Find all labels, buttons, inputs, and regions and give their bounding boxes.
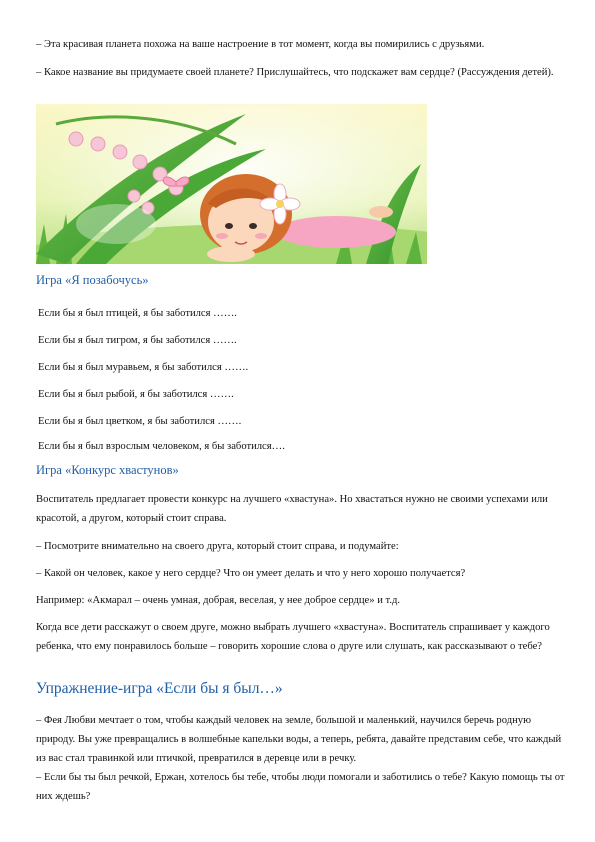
intro-line-1: – Эта красивая планета похожа на ваше настроение в тот момент, когда вы помирились с друзьями. bbox=[36, 39, 485, 50]
game-1-line: Если бы я был муравьем, я бы заботился ……. bbox=[38, 362, 249, 373]
girl-lying-in-grass-illustration bbox=[36, 104, 427, 264]
game-2-title: Игра «Конкурс хвастунов» bbox=[36, 463, 179, 477]
game-1-line: Если бы я был рыбой, я бы заботился ……. bbox=[38, 389, 234, 400]
exercise-paragraph: – Фея Любви мечтает о том, чтобы каждый человек на земле, большой и маленький, научился беречь родную природу. Вы уже превращались в волшебные капельки воды, а теперь, ребята, давайте представим себе, что каждый из вас стал травинкой или птичкой, превратился в деревце или в речку. bbox=[36, 715, 562, 764]
game-1-line: Если бы я был птицей, я бы заботился ……. bbox=[38, 308, 237, 319]
exercise-paragraph: – Если бы ты был речкой, Ержан, хотелось бы тебе, чтобы люди помогали и заботились о тебе? Какую помощь ты от них ждешь? bbox=[36, 772, 565, 802]
game-1-line: Если бы я был цветком, я бы заботился ……. bbox=[38, 416, 242, 427]
game-1-line: Если бы я был тигром, я бы заботился ……. bbox=[38, 335, 237, 346]
game-2-paragraph: Например: «Акмарал – очень умная, добрая, веселая, у нее доброе сердце» и т.д. bbox=[36, 595, 401, 606]
game-1-line: Если бы я был взрослым человеком, я бы заботился…. bbox=[38, 441, 285, 452]
game-1-title: Игра «Я позабочусь» bbox=[36, 273, 149, 287]
exercise-title: Упражнение-игра «Если бы я был…» bbox=[36, 680, 283, 697]
game-2-paragraph: – Посмотрите внимательно на своего друга, который стоит справа, и подумайте: bbox=[36, 541, 399, 552]
game-2-paragraph: Воспитатель предлагает провести конкурс на лучшего «хвастуна». Но хвастаться нужно не своими успехами или красотой, а другом, который стоит справа. bbox=[36, 494, 548, 524]
game-2-paragraph: – Какой он человек, какое у него сердце? Что он умеет делать и что у него хорошо получается? bbox=[36, 568, 466, 579]
intro-line-2: – Какое название вы придумаете своей планете? Прислушайтесь, что подскажет вам сердце? (Рассуждения детей). bbox=[36, 67, 554, 78]
game-2-paragraph: Когда все дети расскажут о своем друге, можно выбрать лучшего «хвастуна». Воспитатель спрашивает у каждого ребенка, что ему понравилось больше – говорить хорошие слова о друге или слушать, как рассказывают о тебе? bbox=[36, 622, 550, 652]
